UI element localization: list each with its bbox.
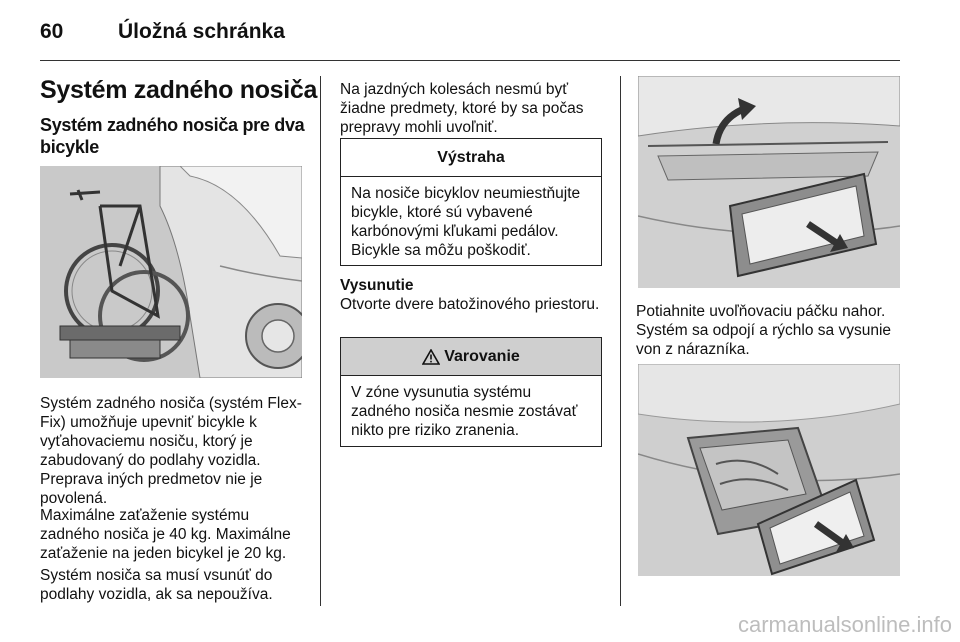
section-title: Úložná schránka	[118, 20, 285, 43]
column-divider-2	[620, 76, 621, 606]
pull-lever-paragraph: Potiahnite uvoľňovaciu páčku nahor. Systém sa odpojí a rýchlo sa vysunie von z nárazníka.	[636, 303, 892, 358]
warning-box	[340, 337, 602, 447]
open-tailgate-paragraph: Otvorte dvere batožinového priestoru.	[340, 296, 600, 313]
page-number: 60	[40, 20, 64, 43]
subsection-heading: Systém zadného nosiča pre dva bicykle	[40, 115, 305, 157]
intro-paragraph: Systém zadného nosiča (systém Flex-Fix) umožňuje upevniť bicykle k vyťahovaciemu nosiču, ktorý je zabudovaný do podlahy vozidla. Preprava iných predmetov nie je povolená.	[40, 395, 302, 507]
page-header	[40, 14, 900, 58]
column-divider-1	[320, 76, 321, 606]
carrier-extended-illustration	[638, 364, 900, 576]
caution-title: Výstraha	[341, 139, 601, 177]
caution-text: Na nosiče bicyklov neumiestňujte bicykle, ktoré sú vybavené karbónovými kľukami pedálov. Bicykle sa môžu poškodiť.	[351, 185, 581, 259]
watermark: carmanualsonline.info	[737, 612, 952, 637]
warning-triangle-icon	[422, 349, 440, 365]
release-lever-illustration	[638, 76, 900, 288]
caution-box	[340, 138, 602, 266]
header-divider	[40, 60, 900, 61]
load-limit-paragraph: Maximálne zaťaženie systému zadného nosiča je 40 kg. Maximálne zaťaženie na jeden bicykel je 20 kg.	[40, 507, 291, 562]
warning-title: Varovanie	[444, 347, 520, 365]
storage-paragraph: Systém nosiča sa musí vsunúť do podlahy vozidla, ak sa nepoužíva.	[40, 567, 273, 603]
warning-header	[341, 338, 601, 376]
section-heading: Systém zadného nosiča	[40, 76, 318, 104]
warning-text: V zóne vysunutia systému zadného nosiča nesmie zostávať nikto pre riziko zranenia.	[351, 384, 578, 439]
bike-carrier-illustration	[40, 166, 302, 378]
extraction-subheading: Vysunutie	[340, 277, 414, 294]
loose-items-paragraph: Na jazdných kolesách nesmú byť žiadne predmety, ktoré by sa počas prepravy mohli uvoľniť.	[340, 81, 584, 136]
